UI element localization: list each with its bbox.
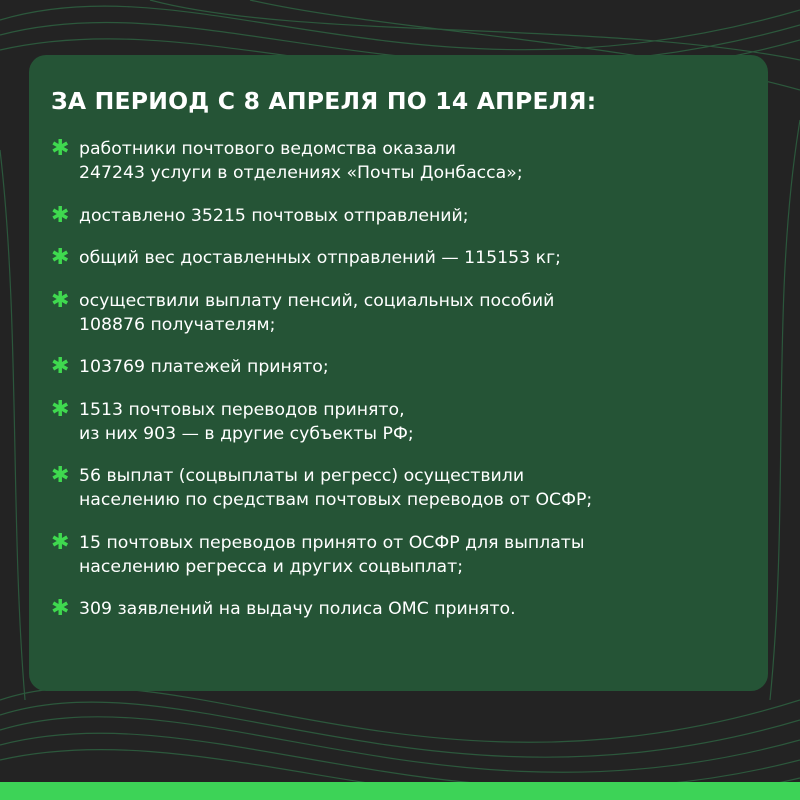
info-card <box>29 55 768 691</box>
list-item-text: 56 выплат (соцвыплаты и регресс) осуществили населению по средствам почтовых переводов от ОСФР; <box>79 466 593 510</box>
list-item <box>51 398 740 446</box>
asterisk-icon: ✱ <box>51 529 70 555</box>
stats-list <box>51 137 740 621</box>
list-item <box>51 289 740 337</box>
list-item-text: общий вес доставленных отправлений — 115153 кг; <box>79 248 561 268</box>
list-item <box>51 464 740 512</box>
card-title: ЗА ПЕРИОД С 8 АПРЕЛЯ ПО 14 АПРЕЛЯ: <box>51 87 597 115</box>
asterisk-icon: ✱ <box>51 202 70 228</box>
list-item-text: осуществили выплату пенсий, социальных пособий 108876 получателям; <box>79 290 555 335</box>
list-item-text: доставлено 35215 почтовых отправлений; <box>79 205 469 226</box>
list-item <box>51 355 740 379</box>
bottom-accent-bar <box>0 782 800 800</box>
asterisk-icon: ✱ <box>51 396 70 422</box>
list-item-text: 309 заявлений на выдачу полиса ОМС принято. <box>79 599 516 619</box>
list-item <box>51 531 740 579</box>
list-item <box>51 597 740 621</box>
asterisk-icon: ✱ <box>51 287 70 313</box>
asterisk-icon: ✱ <box>51 463 70 488</box>
asterisk-icon: ✱ <box>51 354 70 379</box>
list-item <box>51 137 740 185</box>
asterisk-icon: ✱ <box>51 245 70 270</box>
list-item-text: 15 почтовых переводов принято от ОСФР для выплаты населению регресса и других соцвыплат; <box>79 532 585 577</box>
list-item <box>51 204 740 228</box>
list-item-text: работники почтового ведомства оказали 247243 услуги в отделениях «Почты Донбасса»; <box>79 139 523 183</box>
list-item <box>51 246 740 270</box>
asterisk-icon: ✱ <box>51 596 70 621</box>
list-item-text: 1513 почтовых переводов принято, из них 903 — в другие субъекты РФ; <box>79 399 414 444</box>
list-item-text: 103769 платежей принято; <box>79 357 329 377</box>
asterisk-icon: ✱ <box>51 136 70 161</box>
